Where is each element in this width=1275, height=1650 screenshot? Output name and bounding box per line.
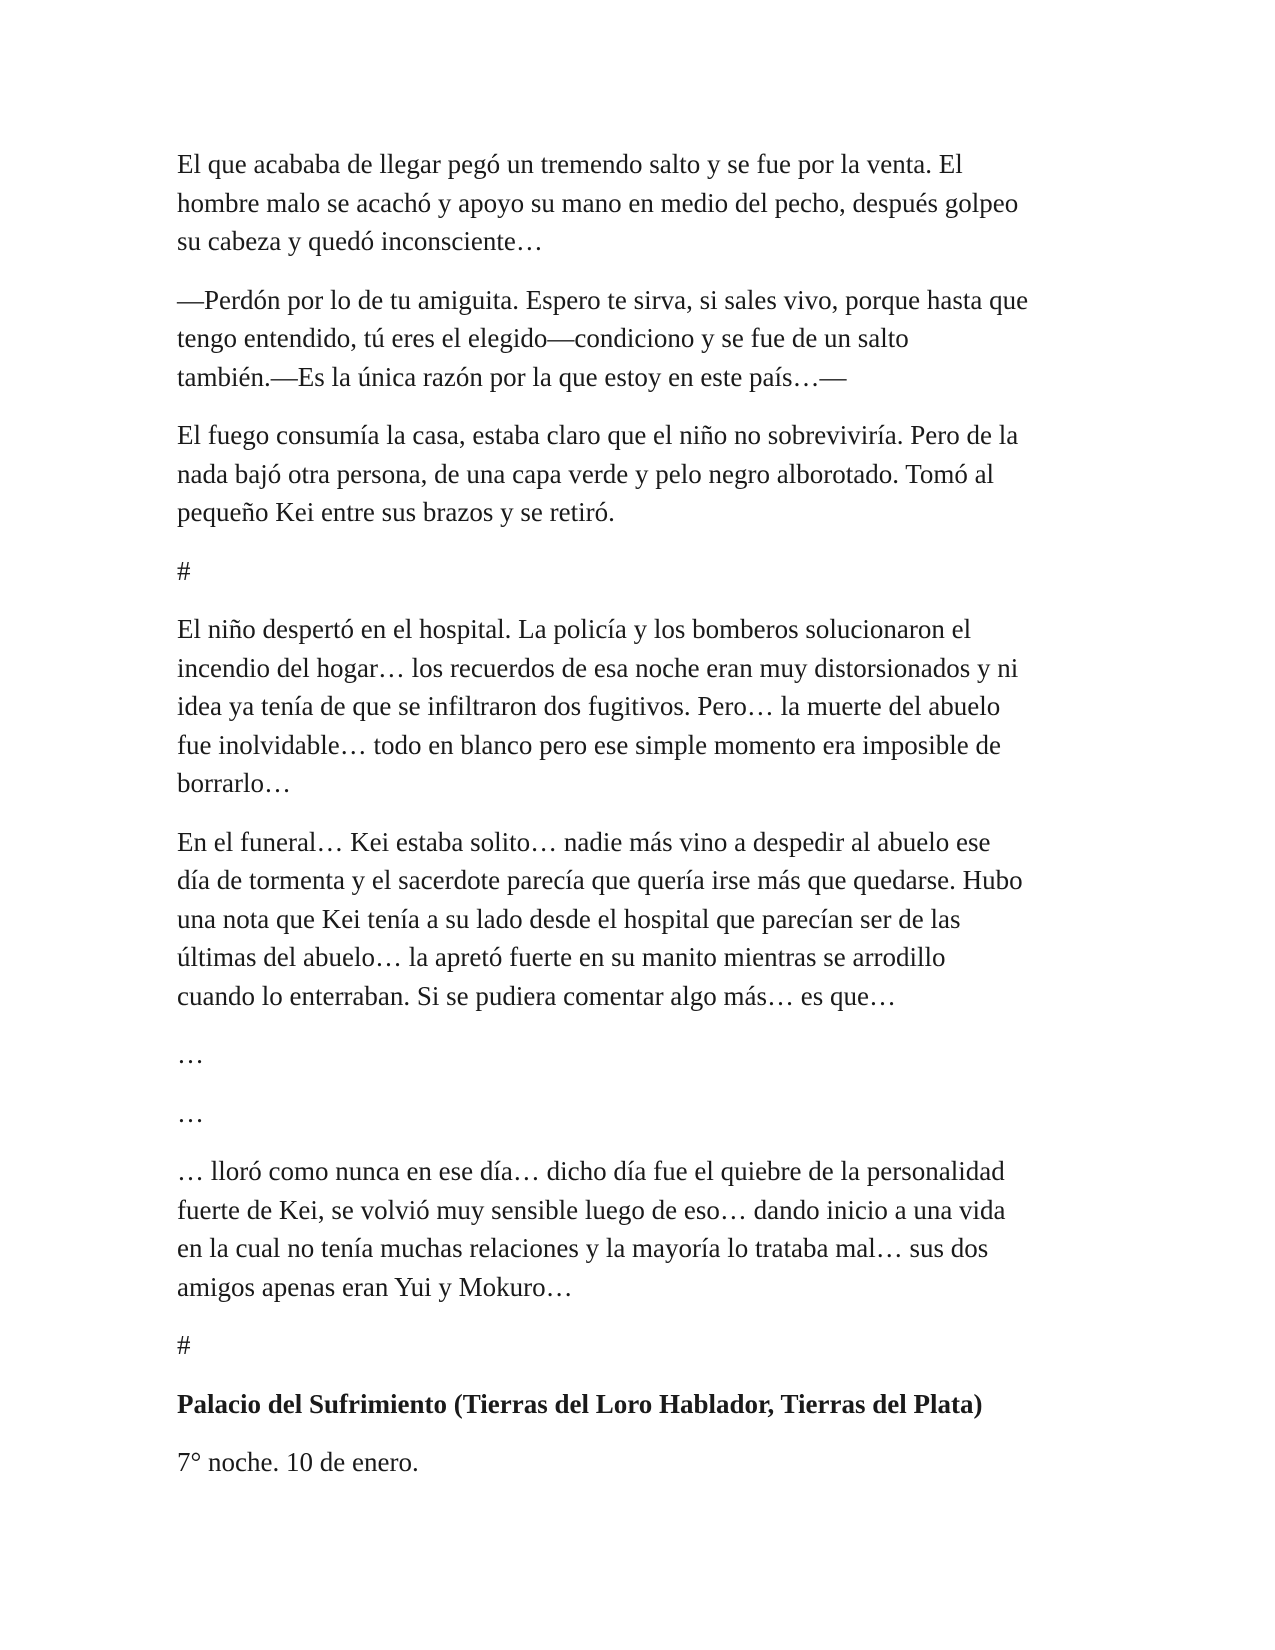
scene-break <box>177 552 1107 591</box>
text-line: cuando lo enterraban. Si se pudiera comentar algo más… es que… <box>177 980 897 1011</box>
text-line: hombre malo se acachó y apoyo su mano en medio del pecho, después golpeo <box>177 187 1019 218</box>
text-line: incendio del hogar… los recuerdos de esa noche eran muy distorsionados y ni <box>177 652 1019 683</box>
text-line: fue inolvidable… todo en blanco pero ese simple momento era imposible de <box>177 729 1002 760</box>
text-line: día de tormenta y el sacerdote parecía que quería irse más que quedarse. Hubo <box>177 865 1023 895</box>
text-line: en la cual no tenía muchas relaciones y la mayoría lo trataba mal… sus dos <box>177 1233 989 1263</box>
text-line: Palacio del Sufrimiento (Tierras del Loro Hablador, Tierras del Plata) <box>177 1388 983 1419</box>
scene-break <box>177 1326 1107 1365</box>
body-paragraph <box>177 416 1107 532</box>
text-line: El que acababa de llegar pegó un tremendo salto y se fue por la venta. El <box>177 149 963 179</box>
body-paragraph <box>177 281 1107 397</box>
text-line: … <box>177 1039 204 1069</box>
text-line: su cabeza y quedó inconsciente… <box>177 226 543 256</box>
text-line: amigos apenas eran Yui y Mokuro… <box>177 1271 573 1302</box>
text-line: idea ya tenía de que se infiltraron dos fugitivos. Pero… la muerte del abuelo <box>177 691 1001 721</box>
text-line: El fuego consumía la casa, estaba claro que el niño no sobreviviría. Pero de la <box>177 420 1019 450</box>
body-paragraph <box>177 610 1107 803</box>
text-line: también.—Es la única razón por la que estoy en este país…— <box>177 361 847 392</box>
text-line: nada bajó otra persona, de una capa verde y pelo negro alborotado. Tomó al <box>177 458 995 489</box>
text-line: # <box>177 555 191 586</box>
text-line: … <box>177 1097 204 1128</box>
text-line: … lloró como nunca en ese día… dicho día fue el quiebre de la personalidad <box>177 1156 1005 1186</box>
text-line: El niño despertó en el hospital. La policía y los bomberos solucionaron el <box>177 614 972 644</box>
text-line: últimas del abuelo… la apretó fuerte en su manito mientras se arrodillo <box>177 942 946 972</box>
section-heading <box>177 1385 1107 1424</box>
body-paragraph <box>177 1152 1107 1306</box>
body-paragraph <box>177 145 1107 261</box>
text-line: tengo entendido, tú eres el elegido—condiciono y se fue de un salto <box>177 323 909 353</box>
ellipsis-paragraph <box>177 1035 1107 1074</box>
body-paragraph <box>177 1443 1107 1482</box>
text-line: 7° noche. 10 de enero. <box>177 1447 419 1477</box>
text-line: # <box>177 1330 191 1360</box>
text-line: fuerte de Kei, se volvió muy sensible luego de eso… dando inicio a una vida <box>177 1194 1006 1225</box>
body-paragraph <box>177 823 1107 1016</box>
text-line: En el funeral… Kei estaba solito… nadie más vino a despedir al abuelo ese <box>177 826 991 857</box>
text-line: una nota que Kei tenía a su lado desde el hospital que parecían ser de las <box>177 903 961 934</box>
text-line: pequeño Kei entre sus brazos y se retiró. <box>177 497 615 527</box>
ellipsis-paragraph <box>177 1094 1107 1133</box>
text-line: borrarlo… <box>177 768 291 798</box>
text-line: —Perdón por lo de tu amiguita. Espero te sirva, si sales vivo, porque hasta que <box>177 284 1029 315</box>
document-body <box>177 145 1107 1502</box>
